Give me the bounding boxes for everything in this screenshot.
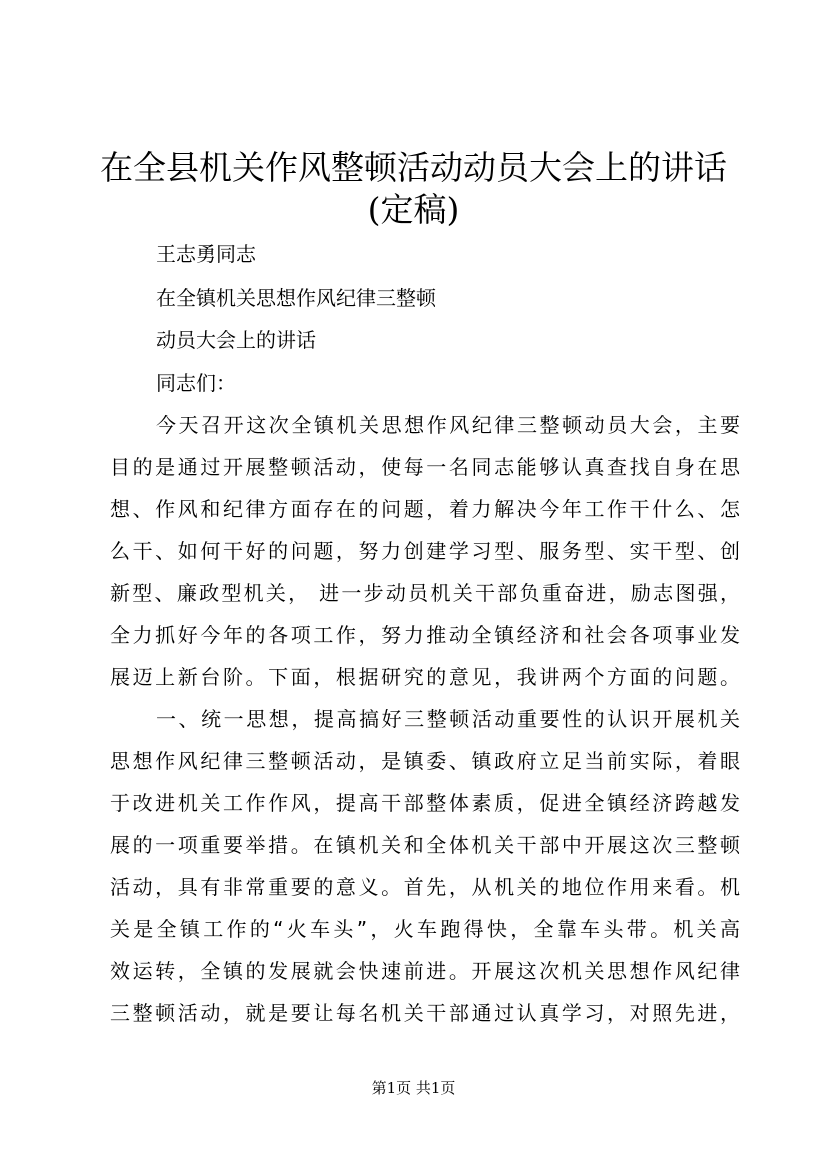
- paragraph-line: 活动，具有非常重要的意义。首先，从机关的地位作用来看。机: [110, 875, 740, 899]
- paragraph-line: 目的是通过开展整顿活动，使每一名同志能够认真查找自身在思: [110, 455, 740, 479]
- paragraph-line: 想、作风和纪律方面存在的问题，着力解决今年工作干什么、怎: [110, 497, 740, 521]
- paragraph-line: 全力抓好今年的各项工作，努力推动全镇经济和社会各项事业发: [110, 623, 740, 647]
- document-title-suffix: (定稿): [367, 190, 460, 229]
- paragraph-line: 新型、廉政型机关， 进一步动员机关干部负重奋进，励志图强，: [110, 581, 740, 605]
- paragraph-line: 展的一项重要举措。在镇机关和全体机关干部中开展这次三整顿: [110, 833, 740, 857]
- paragraph-line: 于改进机关工作作风，提高干部整体素质，促进全镇经济跨越发: [110, 791, 740, 815]
- document-title: 在全县机关作风整顿活动动员大会上的讲话: [100, 148, 727, 187]
- paragraph-line: 今天召开这次全镇机关思想作风纪律三整顿动员大会，主要: [156, 413, 740, 437]
- paragraph-line: 效运转，全镇的发展就会快速前进。开展这次机关思想作风纪律: [110, 959, 740, 983]
- paragraph-line: 关是全镇工作的“火车头”，火车跑得快，全靠车头带。机关高: [110, 917, 740, 941]
- paragraph-line: 么干、如何干好的问题，努力创建学习型、服务型、实干型、创: [110, 539, 740, 563]
- paragraph-line: 思想作风纪律三整顿活动，是镇委、镇政府立足当前实际，着眼: [110, 749, 740, 773]
- subtitle-line: 动员大会上的讲话: [156, 328, 316, 352]
- subtitle-line: 在全镇机关思想作风纪律三整顿: [156, 286, 436, 310]
- paragraph-line: 展迈上新台阶。下面，根据研究的意见，我讲两个方面的问题。: [110, 665, 740, 689]
- speaker-line: 王志勇同志: [156, 242, 256, 266]
- paragraph-line: 三整顿活动，就是要让每名机关干部通过认真学习，对照先进，: [110, 1001, 740, 1025]
- paragraph-line: 一、统一思想，提高搞好三整顿活动重要性的认识开展机关: [156, 707, 740, 731]
- salutation: 同志们：: [156, 371, 236, 395]
- page-footer: 第1页 共1页: [371, 1079, 456, 1097]
